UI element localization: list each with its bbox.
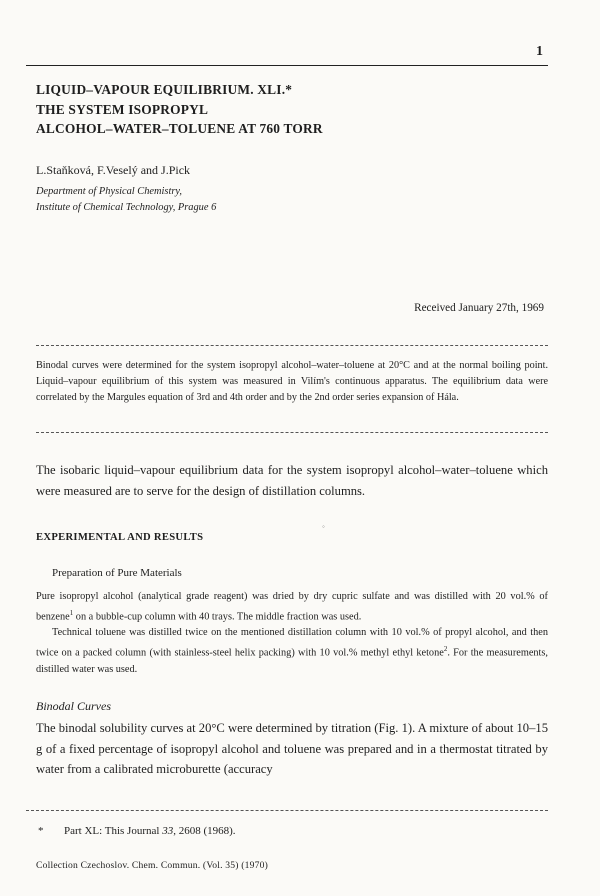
subsection-heading-preparation: Preparation of Pure Materials xyxy=(52,567,182,579)
binodal-paragraph: The binodal solubility curves at 20°C were determined by titration (Fig. 1). A mixture of about 10–15 g of a fixed percentage of isopropyl alcohol and toluene was prepared and in a thermostat titrated by water from a calibrated microburette (accuracy xyxy=(36,721,548,776)
preparation-text xyxy=(36,589,548,678)
footnote-volume: 33 xyxy=(162,825,174,837)
section-heading: EXPERIMENTAL AND RESULTS xyxy=(36,532,204,543)
text-run: Pure isopropyl alcohol (analytical grade reagent) was dried by dry cupric sulfate and was distilled with 20 vol.% of benzene xyxy=(36,591,548,623)
reference-marker: 1 xyxy=(69,609,74,617)
abstract-bottom-rule xyxy=(36,432,548,433)
footnote-marker: * xyxy=(38,825,44,837)
affiliation-line-2: Institute of Chemical Technology, Prague 6 xyxy=(36,201,217,213)
affiliation-line-1: Department of Physical Chemistry, xyxy=(36,186,183,197)
scan-mark: ◦ xyxy=(322,522,325,531)
title-line-3: ALCOHOL–WATER–TOLUENE AT 760 TORR xyxy=(36,121,323,136)
header-rule xyxy=(26,65,548,66)
intro-paragraph: The isobaric liquid–vapour equilibrium data for the system isopropyl alcohol–water–toluene which were measured are to serve for the design of distillation columns. xyxy=(36,463,548,498)
title-line-1: LIQUID–VAPOUR EQUILIBRIUM. XLI.* xyxy=(36,82,293,97)
title-line-2: THE SYSTEM ISOPROPYL xyxy=(36,101,209,117)
reference-marker: 2 xyxy=(443,645,448,654)
preparation-paragraph-1 xyxy=(36,589,548,625)
footnote xyxy=(64,825,236,837)
footnote-text: , 2608 (1968). xyxy=(173,825,236,837)
footnote-text: Part XL: This Journal xyxy=(64,825,163,837)
text-run: on a bubble-cup column with 40 trays. The middle fraction was used. xyxy=(73,611,362,623)
page-number: 1 xyxy=(536,44,543,59)
abstract: Binodal curves were determined for the system isopropyl alcohol–water–toluene at 20°C and at the normal boiling point. Liquid–vapour equilibrium of this system was measured in Vilím's continuous apparatus. The equilibrium data were correlated by the Margules equation of 3rd and 4th order and by the 2nd order series expansion of Hála. xyxy=(36,360,548,404)
text-run: . For the measurements, distilled water was used. xyxy=(36,647,548,675)
journal-citation: Collection Czechoslov. Chem. Commun. (Vol. 35) (1970) xyxy=(36,860,269,871)
subsection-heading-binodal: Binodal Curves xyxy=(36,699,111,713)
authors: L.Staňková, F.Veselý and J.Pick xyxy=(36,163,191,177)
received-date: Received January 27th, 1969 xyxy=(414,302,544,314)
footnote-rule xyxy=(26,810,548,811)
article-title xyxy=(36,80,323,139)
preparation-paragraph-2 xyxy=(36,625,548,677)
abstract-top-rule xyxy=(36,345,548,346)
affiliation xyxy=(36,184,216,215)
text-run: Technical toluene was distilled twice on the mentioned distillation column with 10 vol.% of propyl alcohol, and then twice on a packed column (with stainless-steel helix packing) with 10 vol.% methyl ethyl ketone xyxy=(36,627,548,659)
